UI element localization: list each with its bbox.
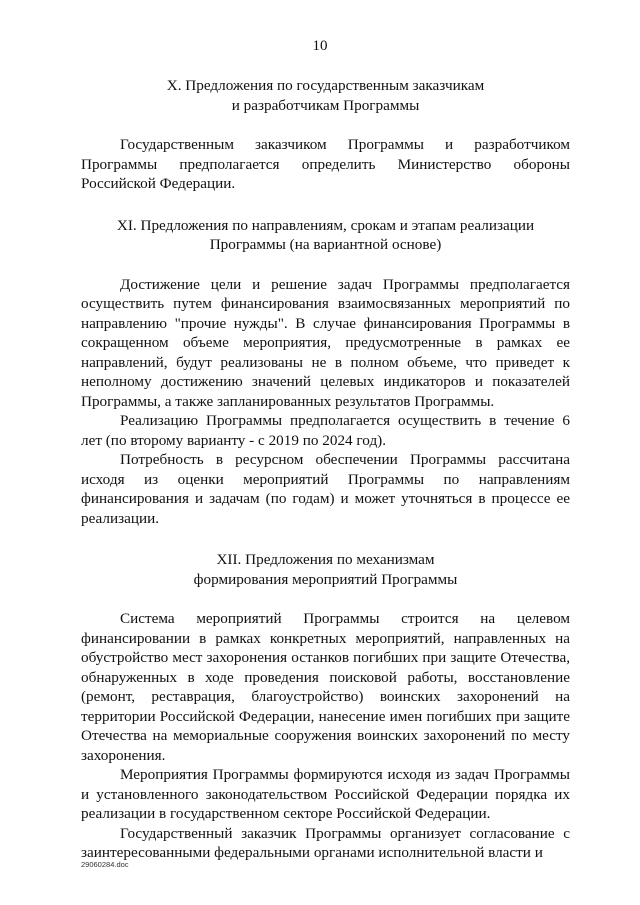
heading-line: X. Предложения по государственным заказчикам bbox=[166, 77, 485, 94]
paragraph: Система мероприятий Программы строится на целевом финансировании в рамках конкретных мероприятий, направленных на обустройство мест захоронения останков погибших при защите Отечества, обнаруженных в ходе проведения поисковой работы, восстановление (ремонт, реставрация, благоустройство) воинских захоронений на территории Российской Федерации, нанесение имен погибших при защите Отечества на мемориальные сооружения воинских захоронений по месту захоронения. bbox=[81, 610, 570, 764]
paragraph: Мероприятия Программы формируются исходя из задач Программы и установленного законодательством Российской Федерации порядка их реализации в государственном секторе Российской Федерации. bbox=[81, 766, 570, 822]
document-body bbox=[81, 76, 570, 863]
heading-line: формирования мероприятий Программы bbox=[193, 570, 458, 588]
section-heading-x bbox=[81, 76, 570, 115]
paragraph: Реализацию Программы предполагается осуществить в течение 6 лет (по второму варианту - с 2019 по 2024 год). bbox=[81, 412, 570, 449]
paragraph: Государственный заказчик Программы организует согласование с заинтересованными федеральными органами исполнительной власти и bbox=[81, 824, 570, 861]
paragraph: Государственным заказчиком Программы и разработчиком Программы предполагается определить Министерство обороны Российской Федерации. bbox=[81, 136, 570, 192]
paragraph: Достижение цели и решение задач Программы предполагается осуществить путем финансирования взаимосвязанных мероприятий по направлению "прочие нужды". В случае финансирования Программы в сокращенном объеме мероприятия, предусмотренные в рамках ее направлений, будут реализованы не в полном объеме, что приведет к неполному достижению значений целевых индикаторов и показателей Программы, а также запланированных результатов Программы. bbox=[81, 275, 570, 410]
document-code: 29060284.doc bbox=[81, 860, 129, 869]
heading-line: и разработчикам Программы bbox=[231, 96, 420, 114]
heading-line: XII. Предложения по механизмам bbox=[216, 551, 435, 568]
page-number: 10 bbox=[312, 38, 328, 54]
heading-line: Программы (на вариантной основе) bbox=[209, 236, 442, 253]
paragraph: Потребность в ресурсном обеспечении Программы рассчитана исходя из оценки мероприятий Программы по направлениям финансирования и задачам (по годам) и может уточняться в процессе ее реализации. bbox=[81, 451, 570, 527]
section-heading-xi bbox=[81, 216, 570, 255]
heading-line: XI. Предложения по направлениям, срокам и этапам реализации bbox=[116, 216, 535, 234]
section-heading-xii bbox=[81, 550, 570, 589]
